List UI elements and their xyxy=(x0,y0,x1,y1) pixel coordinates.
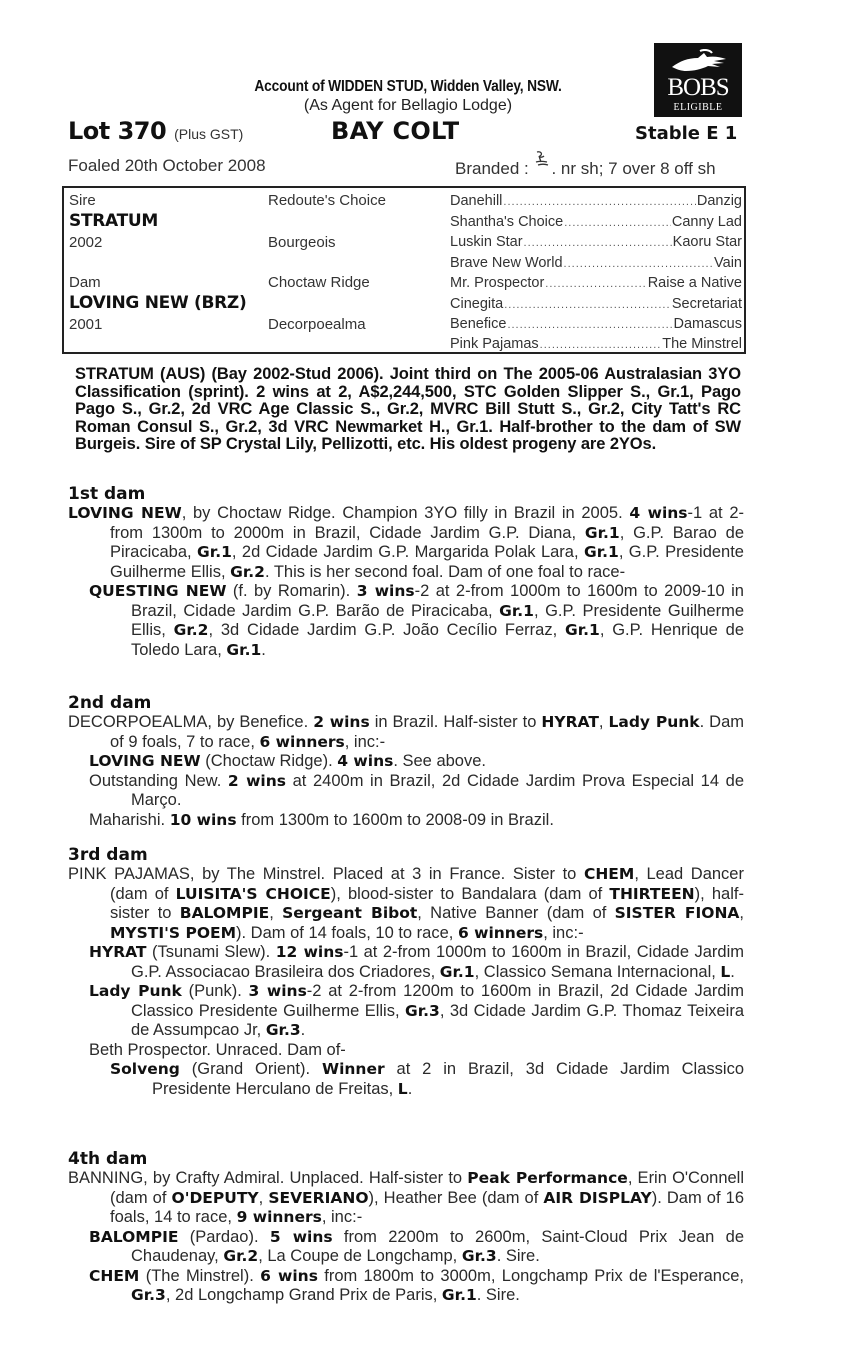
pedigree-entry: Maharishi. 10 wins from 1300m to 1600m to 2008-09 in Brazil. xyxy=(89,810,554,829)
grandparent-row: Benefice ..... Damascus xyxy=(450,316,742,332)
logo-text: BOBS xyxy=(667,74,729,101)
sire-dam: Bourgeois xyxy=(268,234,336,251)
grandparent-row: Cinegita ..... Secretariat xyxy=(450,296,742,312)
grandparent-row: Shantha's Choice ..... Canny Lad xyxy=(450,214,742,230)
dam-dam: Decorpoealma xyxy=(268,316,366,333)
dam-label: Dam xyxy=(69,274,101,291)
pedigree-entry: LOVING NEW, by Choctaw Ridge. Champion 3YO filly in Brazil in 2005. 4 wins-1 at 2-from 1300m to 2000m in Brazil, Cidade Jardim G.P. Diana, Gr.1, G.P. Barao de Piracicaba, Gr.1, 2d Cidade Jardim G.P. Margarida Polak Lara, Gr.1, G.P. Presidente Guilherme Ellis, Gr.2. This is her second foal. Dam of one foal to race- xyxy=(68,504,744,581)
pedigree-table xyxy=(62,186,746,354)
lot-label: Lot 370 xyxy=(68,117,167,145)
logo-subtext: ELIGIBLE xyxy=(673,102,723,113)
grandparent-row: Danehill ..... Danzig xyxy=(450,193,742,209)
branded-detail: . nr sh; 7 over 8 off sh xyxy=(551,159,716,178)
sire-summary: STRATUM (AUS) (Bay 2002-Stud 2006). Joint third on The 2005-06 Australasian 3YO Classification (sprint). 2 wins at 2, A$2,244,500, STC Golden Slipper S., Gr.1, Pago Pago S., Gr.2, 2d VRC Age Classic S., Gr.2, MVRC Bill Stutt S., Gr.2, City Tatt's RC Roman Consul S., Gr.2, 3d VRC Newmarket H., Gr.1. Half-brother to the dam of SW Burgeis. Sire of SP Crystal Lily, Pellizotti, etc. His oldest progeny are 2YOs. xyxy=(75,365,741,453)
pedigree-entry: Solveng (Grand Orient). Winner at 2 in Brazil, 3d Cidade Jardim Classico Presidente Herculano de Freitas, L. xyxy=(110,1060,744,1098)
sire-name: STRATUM xyxy=(69,211,158,231)
section-1st-dam xyxy=(68,484,744,660)
dam-name: LOVING NEW (BRZ) xyxy=(69,293,247,313)
bobs-eligible-logo xyxy=(654,43,742,117)
stable-location: Stable E 1 xyxy=(635,123,738,144)
gst-note: (Plus GST) xyxy=(174,126,244,142)
sire-year: 2002 xyxy=(69,234,103,251)
horse-head-icon xyxy=(670,49,728,75)
grandparent-row: Brave New World ..... Vain xyxy=(450,255,742,271)
brand-info xyxy=(455,156,716,179)
brand-mark-icon xyxy=(533,150,551,168)
pedigree-entry: LOVING NEW (Choctaw Ridge). 4 wins. See above. xyxy=(89,752,486,770)
section-2nd-dam xyxy=(68,693,744,830)
section-3rd-dam xyxy=(68,845,744,1099)
pedigree-entry: BANNING, by Crafty Admiral. Unplaced. Half-sister to Peak Performance, Erin O'Connell (dam of O'DEPUTY, SEVERIANO), Heather Bee (dam of AIR DISPLAY). Dam of 16 foals, 14 to race, 9 winners, inc:- xyxy=(68,1169,745,1226)
pedigree-entry: QUESTING NEW (f. by Romarin). 3 wins-2 at 2-from 1000m to 1600m to 2009-10 in Brazil, Cidade Jardim G.P. Barão de Piracicaba, Gr.1, G.P. Presidente Guilherme Ellis, Gr.2, 3d Cidade Jardim G.P. João Cecílio Ferraz, Gr.1, G.P. Henrique de Toledo Lara, Gr.1. xyxy=(89,582,745,659)
sire-label: Sire xyxy=(69,192,96,209)
foaled-date: Foaled 20th October 2008 xyxy=(68,156,266,175)
sire-sire: Redoute's Choice xyxy=(268,192,386,209)
section-heading: 1st dam xyxy=(68,484,146,504)
branded-label: Branded : xyxy=(455,159,529,178)
pedigree-entry: DECORPOEALMA, by Benefice. 2 wins in Brazil. Half-sister to HYRAT, Lady Punk. Dam of 9 foals, 7 to race, 6 winners, inc:- xyxy=(68,713,745,751)
dam-sire: Choctaw Ridge xyxy=(268,274,370,291)
pedigree-entry: CHEM (The Minstrel). 6 wins from 1800m to 3000m, Longchamp Prix de l'Esperance, Gr.3, 2d Longchamp Grand Prix de Paris, Gr.1. Sire. xyxy=(89,1266,744,1304)
dam-year: 2001 xyxy=(69,316,103,333)
lot-number xyxy=(68,117,243,145)
grandparent-row: Mr. Prospector ..... Raise a Native xyxy=(450,275,742,291)
agent-subtitle: (As Agent for Bellagio Lodge) xyxy=(303,97,513,114)
section-4th-dam xyxy=(68,1149,744,1306)
pedigree-entry: Beth Prospector. Unraced. Dam of- xyxy=(89,1040,346,1059)
section-heading: 2nd dam xyxy=(68,693,152,713)
pedigree-entry: HYRAT (Tsunami Slew). 12 wins-1 at 2-from 1000m to 1600m in Brazil, Cidade Jardim G.P. Associacao Brasileira dos Criadores, Gr.1, Classico Semana Internacional, L. xyxy=(89,943,745,981)
pedigree-entry: Outstanding New. 2 wins at 2400m in Brazil, 2d Cidade Jardim Prova Especial 14 de Março. xyxy=(89,771,744,809)
consignor-title: Account of WIDDEN STUD, Widden Valley, NSW. xyxy=(254,78,562,95)
horse-description: BAY COLT xyxy=(331,117,460,145)
section-heading: 3rd dam xyxy=(68,845,148,865)
pedigree-entry: PINK PAJAMAS, by The Minstrel. Placed at 3 in France. Sister to CHEM, Lead Dancer (dam of LUISITA'S CHOICE), blood-sister to Bandalara (dam of THIRTEEN), half-sister to BALOMPIE, Sergeant Bibot, Native Banner (dam of SISTER FIONA, MYSTI'S POEM). Dam of 14 foals, 10 to race, 6 winners, inc:- xyxy=(68,865,745,942)
grandparent-row: Pink Pajamas ..... The Minstrel xyxy=(450,336,742,352)
pedigree-entry: BALOMPIE (Pardao). 5 wins from 2200m to 2600m, Saint-Cloud Prix Jean de Chaudenay, Gr.2, La Coupe de Longchamp, Gr.3. Sire. xyxy=(89,1227,745,1265)
pedigree-entry: Lady Punk (Punk). 3 wins-2 at 2-from 1200m to 1600m in Brazil, 2d Cidade Jardim Classico Presidente Guilherme Ellis, Gr.3, 3d Cidade Jardim G.P. Thomaz Teixeira de Assumpcao Jr, Gr.3. xyxy=(89,982,744,1039)
section-heading: 4th dam xyxy=(68,1149,148,1169)
grandparent-row: Luskin Star ..... Kaoru Star xyxy=(450,234,742,250)
